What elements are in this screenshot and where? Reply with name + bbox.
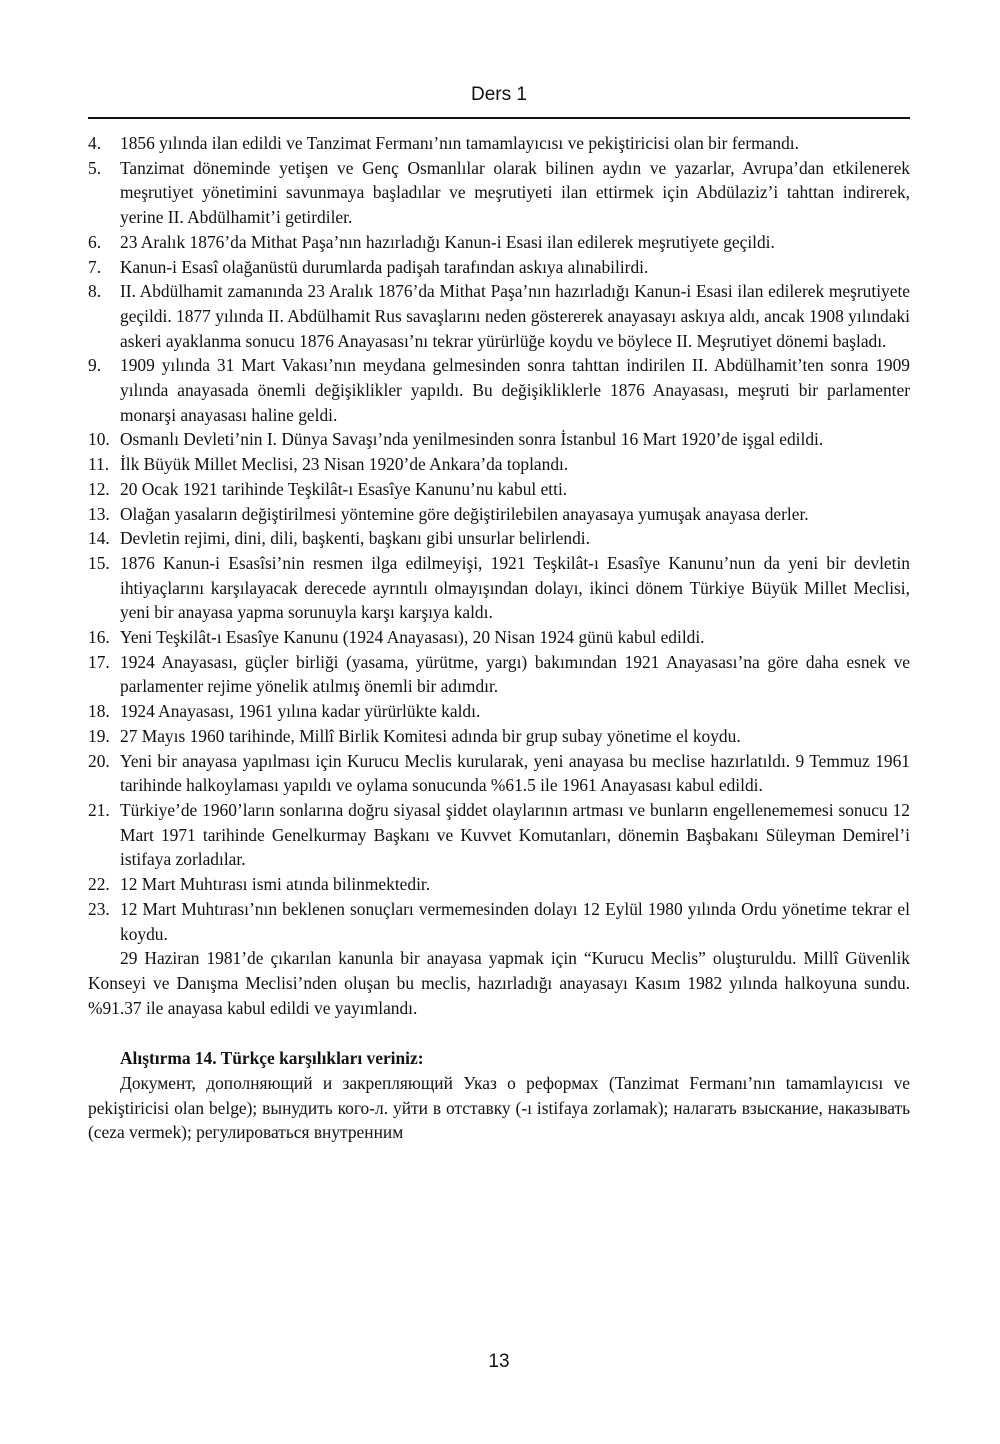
list-item-number: 14.	[88, 528, 110, 549]
list-item-text: Türkiye’de 1960’ların sonlarına doğru siyasal şiddet olaylarının artması ve bunların engellenememesi sonucu 12 Mart 1971 tarihinde Genelkurmay Başkanı ve Kuvvet Komutanları, dönemin Başbakanı Süleyman Demirel’i istifaya zorladılar.	[120, 799, 910, 870]
list-item-number: 8.	[88, 281, 102, 302]
list-item	[88, 699, 910, 724]
list-item-text: 1924 Anayasası, 1961 yılına kadar yürürlükte kaldı.	[120, 701, 481, 722]
list-item	[88, 872, 910, 897]
list-item-text: Devletin rejimi, dini, dili, başkenti, başkanı gibi unsurlar belirlendi.	[120, 528, 590, 549]
list-item-text: Osmanlı Devleti’nin I. Dünya Savaşı’nda yenilmesinden sonra İstanbul 16 Mart 1920’de işgal edildi.	[120, 429, 824, 450]
page-content	[88, 131, 910, 1145]
list-item-text: Yeni Teşkilât-ı Esasîye Kanunu (1924 Anayasası), 20 Nisan 1924 günü kabul edildi.	[120, 627, 705, 648]
list-item-number: 22.	[88, 874, 110, 895]
list-item	[88, 502, 910, 527]
list-item	[88, 650, 910, 699]
list-item	[88, 724, 910, 749]
list-item-text: Tanzimat döneminde yetişen ve Genç Osmanlılar olarak bilinen aydın ve yazarlar, Avrupa’dan etkilenerek meşrutiyet yönetimini savunmaya başladılar ve meşrutiyeti ilan ettirmek için Abdülaziz’i tahttan indirerek, yerine II. Abdülhamit’i getirdiler.	[120, 157, 910, 228]
list-item-number: 21.	[88, 799, 110, 820]
list-item-number: 19.	[88, 725, 110, 746]
list-item-number: 15.	[88, 552, 110, 573]
list-item	[88, 477, 910, 502]
list-item-number: 6.	[88, 231, 102, 252]
list-item	[88, 230, 910, 255]
list-item-text: 12 Mart Muhtırası ismi atında bilinmektedir.	[120, 874, 431, 895]
list-item-number: 13.	[88, 503, 110, 524]
list-item-number: 12.	[88, 478, 110, 499]
list-item-text: II. Abdülhamit zamanında 23 Aralık 1876’da Mithat Paşa’nın hazırladığı Kanun-i Esasi ilan edilerek meşrutiyete geçildi. 1877 yılında II. Abdülhamit Rus savaşlarını neden göstererek anayasayı askıya aldı, ancak 1908 yılındaki askeri ayaklanma sonucu 1876 Anayasası’nı tekrar yürürlüğe koydu ve böylece II. Meşrutiyet dönemi başladı.	[120, 281, 910, 351]
list-item-text: 27 Mayıs 1960 tarihinde, Millî Birlik Komitesi adında bir grup subay yönetime el koydu.	[120, 725, 741, 746]
list-item-text: 20 Ocak 1921 tarihinde Teşkilât-ı Esasîye Kanunu’nu kabul etti.	[120, 478, 568, 499]
list-item	[88, 625, 910, 650]
list-item	[88, 353, 910, 427]
list-item-number: 20.	[88, 750, 110, 771]
list-item	[88, 897, 910, 946]
list-item-text: 1876 Kanun-i Esasîsi’nin resmen ilga edilmeyişi, 1921 Teşkilât-ı Esasîye Kanunu’nun da yeni bir devletin ihtiyaçlarını karşılayacak derecede ayrıntılı olmayışından dolayı, ikinci dönem Türkiye Büyük Millet Meclisi, yeni bir anayasa yapma sorunuyla karşı karşıya kaldı.	[120, 552, 910, 623]
list-item-text: 23 Aralık 1876’da Mithat Paşa’nın hazırladığı Kanun-i Esasi ilan edilerek meşrutiyete geçildi.	[120, 231, 775, 252]
list-item	[88, 798, 910, 872]
list-item-number: 10.	[88, 429, 110, 450]
header-rule	[88, 117, 910, 119]
list-item-number: 4.	[88, 133, 102, 153]
list-item-text: Olağan yasaların değiştirilmesi yöntemine göre değiştirilebilen anayasaya yumuşak anayasa derler.	[120, 503, 809, 524]
list-item-number: 7.	[88, 256, 102, 277]
list-item	[88, 526, 910, 551]
list-item-text: 1856 yılında ilan edildi ve Tanzimat Fermanı’nın tamamlayıcısı ve pekiştiricisi olan bir fermandı.	[120, 133, 799, 153]
list-item-text: 1909 yılında 31 Mart Vakası’nın meydana gelmesinden sonra tahttan indirilen II. Abdülhamit’ten sonra 1909 yılında anayasada önemli değişiklikler yapıldı. Bu değişikliklerle 1876 Anayasası, meşruti bir parlamenter monarşi anayasası haline geldi.	[120, 355, 910, 425]
list-item	[88, 255, 910, 280]
list-item-text: Kanun-i Esasî olağanüstü durumlarda padişah tarafından askıya alınabilirdi.	[120, 256, 649, 277]
list-item-number: 16.	[88, 627, 110, 648]
list-item-number: 9.	[88, 355, 102, 376]
list-item	[88, 551, 910, 625]
list-item	[88, 749, 910, 798]
numbered-list	[88, 131, 910, 946]
page-header-title: Ders 1	[471, 84, 527, 105]
list-item-number: 18.	[88, 701, 110, 722]
list-item-number: 23.	[88, 898, 110, 919]
list-item-number: 5.	[88, 157, 102, 178]
list-item	[88, 131, 910, 156]
exercise-text: Документ, дополняющий и закрепляющий Указ о реформах (Tanzimat Fermanı’nın tamamlayıcısı ve pekiştiricisi olan belge); вынудить кого-л. уйти в отставку (-ı istifaya zorlamak); налагать взыскание, наказывать (ceza vermek); регулироваться внутренним	[88, 1073, 910, 1143]
exercise-title: Alıştırma 14. Türkçe karşılıkları veriniz:	[120, 1048, 424, 1069]
list-item-number: 11.	[88, 454, 110, 475]
list-item-text: 1924 Anayasası, güçler birliği (yasama, yürütme, yargı) bakımından 1921 Anayasası’na göre daha esnek ve parlamenter rejime yönelik atılmış önemli bir adımdır.	[120, 651, 910, 697]
list-item-text: İlk Büyük Millet Meclisi, 23 Nisan 1920’de Ankara’da toplandı.	[120, 454, 569, 475]
list-item	[88, 452, 910, 477]
page-number: 13	[488, 1351, 510, 1372]
closing-paragraph: 29 Haziran 1981’de çıkarılan kanunla bir anayasa yapmak için “Kurucu Meclis” oluşturuldu. Millî Güvenlik Konseyi ve Danışma Meclisi’nden oluşan bu meclis, hazırladığı anayasayı Kasım 1982 yılında halkoyuna sundu. %91.37 ile anayasa kabul edildi ve yayımlandı.	[88, 948, 910, 1018]
list-item-text: Yeni bir anayasa yapılması için Kurucu Meclis kurularak, yeni anayasa bu meclise hazırlatıldı. 9 Temmuz 1961 tarihinde halkoylaması yapıldı ve oylama sonucunda %61.5 ile 1961 Anayasası kabul edildi.	[120, 750, 910, 796]
list-item	[88, 279, 910, 353]
list-item	[88, 156, 910, 230]
list-item-text: 12 Mart Muhtırası’nın beklenen sonuçları vermemesinden dolayı 12 Eylül 1980 yılında Ordu yönetime tekrar el koydu.	[120, 898, 910, 944]
list-item	[88, 427, 910, 452]
list-item-number: 17.	[88, 651, 110, 672]
